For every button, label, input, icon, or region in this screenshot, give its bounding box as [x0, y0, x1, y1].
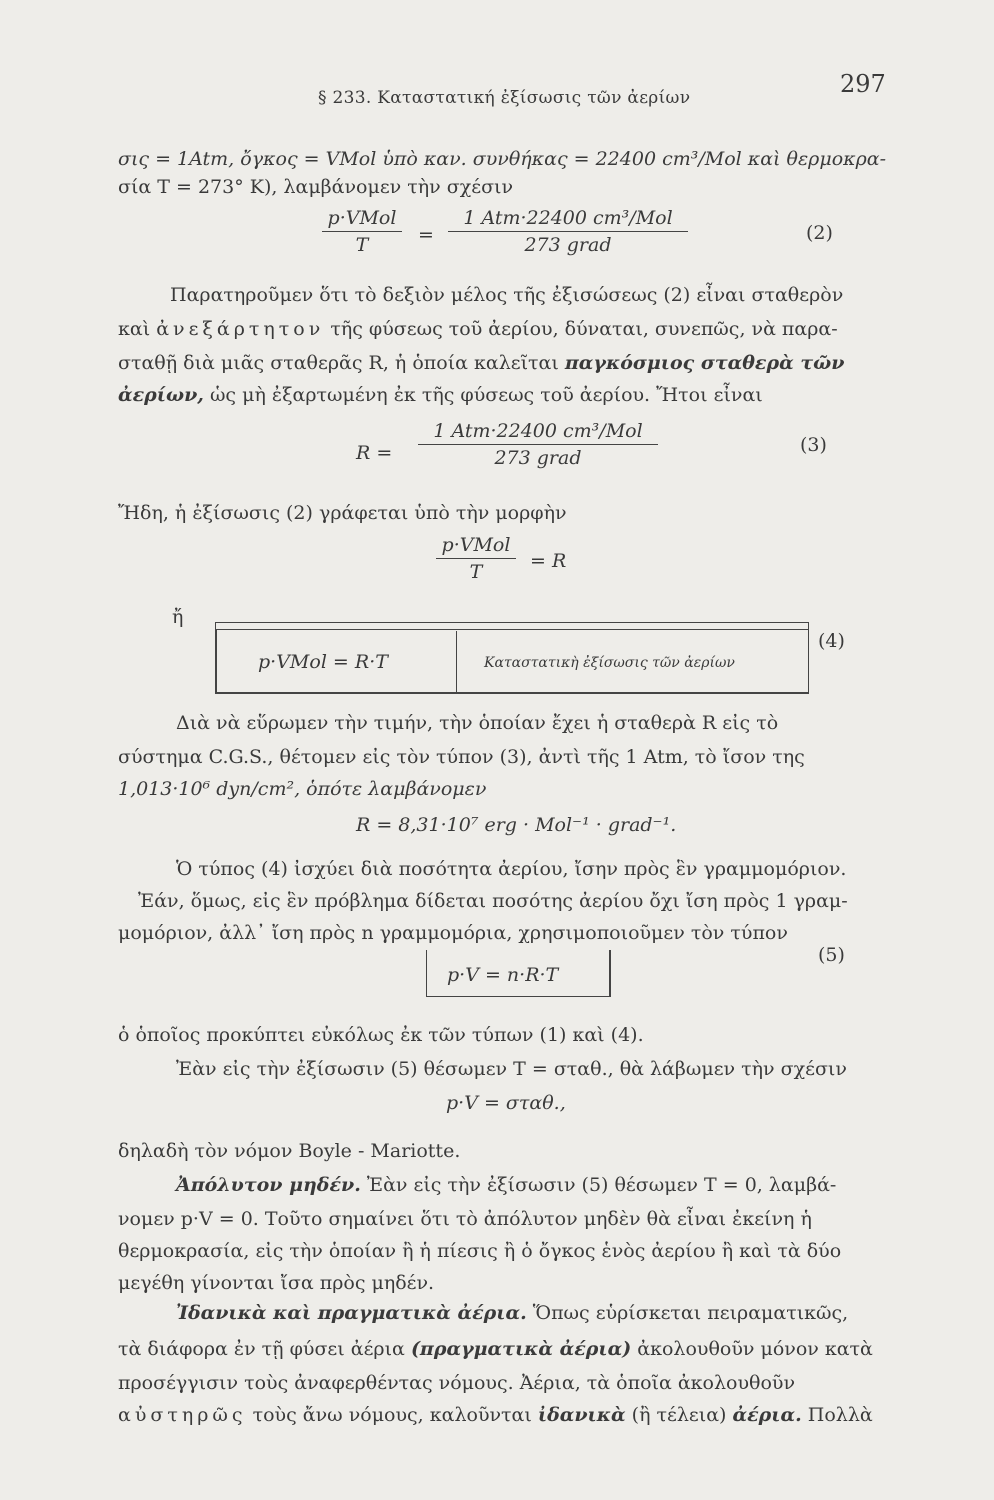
text-line: σία T = 273° K), λαμβάνομεν τὴν σχέσιν — [118, 176, 514, 198]
eq2-rhs-denominator: 273 grad — [524, 234, 612, 256]
page-number: 297 — [840, 70, 886, 98]
text-line: σις = 1Atm, ὄγκος = VMol ὑπὸ καν. συνθήκας = 22400 cm³/Mol καὶ θερμοκρα- — [118, 148, 887, 170]
text-line: Ὁ τύπος (4) ἰσχύει διὰ ποσότητα ἀερίου, ἴσην πρὸς ἓν γραμμομόριον. — [176, 858, 847, 880]
text-line: ἤ — [172, 606, 184, 628]
eqa-numerator: p·VMol — [436, 534, 516, 559]
eq4: p·VMol = R·T — [258, 651, 388, 673]
text-line: δηλαδὴ τὸν νόμον Boyle - Mariotte. — [118, 1140, 461, 1162]
text-line: προσέγγισιν τοὺς ἀναφερθέντας νόμους. Ἀέρια, τὰ ὁποῖα ἀκολουθοῦν — [118, 1372, 796, 1394]
eq3-fraction — [418, 420, 658, 469]
text-line: 1,013·10⁶ dyn/cm², ὁπότε λαμβάνομεν — [118, 778, 487, 800]
eq2-denominator: T — [355, 234, 369, 256]
eq5: p·V = n·R·T — [447, 964, 559, 986]
eq-R-value: R = 8,31·10⁷ erg · Mol⁻¹ · grad⁻¹. — [356, 814, 677, 836]
bold-term: ἰδανικὰ — [537, 1404, 626, 1426]
text-line: Παρατηροῦμεν ὅτι τὸ δεξιὸν μέλος τῆς ἐξισώσεως (2) εἶναι σταθερὸν — [170, 284, 844, 306]
text-line: ὁ ὁποῖος προκύπτει εὐκόλως ἐκ τῶν τύπων (1) καὶ (4). — [118, 1024, 644, 1046]
eqa-rhs: = R — [530, 550, 567, 572]
eq3-denominator: 273 grad — [494, 447, 582, 469]
text-line: θερμοκρασία, εἰς τὴν ὁποίαν ἢ ἡ πίεσις ἢ ὁ ὄγκος ἑνὸς ἀερίου ἢ καὶ τὰ δύο — [118, 1240, 842, 1262]
eq-pv-const: p·V = σταθ., — [446, 1092, 566, 1114]
bold-term: ἀέρια. — [732, 1404, 802, 1426]
eq2-equals: = — [418, 224, 434, 246]
eq3-lhs: R = — [356, 442, 393, 464]
eq2-numerator: p·VMol — [322, 207, 402, 232]
text-line: καὶ ἀνεξάρτητον τῆς φύσεως τοῦ ἀερίου, δύναται, συνεπῶς, νὰ παρα- — [118, 318, 838, 340]
equation-5-box — [426, 950, 611, 997]
text-line: Ἀπόλυτον μηδέν. Ἐὰν εἰς τὴν ἐξίσωσιν (5) θέσωμεν T = 0, λαμβά- — [176, 1174, 837, 1196]
eqa-denominator: T — [469, 561, 483, 583]
text-line: Ἐὰν εἰς τὴν ἐξίσωσιν (5) θέσωμεν T = σταθ., θὰ λάβωμεν τὴν σχέσιν — [176, 1058, 847, 1080]
bold-term: Ἀπόλυτον μηδέν. — [176, 1174, 361, 1196]
eq2-rhs-fraction — [448, 207, 688, 256]
equation-4-box — [215, 622, 809, 694]
box-divider — [456, 631, 457, 693]
text-line: αὐστηρῶς τοὺς ἄνω νόμους, καλοῦνται ἰδανικὰ (ἢ τέλεια) ἀέρια. Πολλὰ — [118, 1404, 873, 1426]
spaced-emphasis: ἀνεξάρτητον — [156, 318, 325, 340]
text-line: Ἤδη, ἡ ἐξίσωσις (2) γράφεται ὑπὸ τὴν μορφὴν — [118, 502, 567, 524]
eq2-lhs-fraction — [322, 207, 402, 256]
eq2-number: (2) — [806, 222, 833, 244]
running-title: § 233. Καταστατική ἐξίσωσις τῶν ἀερίων — [318, 88, 691, 108]
eq4-label: Καταστατικὴ ἐξίσωσις τῶν ἀερίων — [484, 655, 735, 671]
text-line: νομεν p·V = 0. Τοῦτο σημαίνει ὅτι τὸ ἀπόλυτον μηδὲν θὰ εἶναι ἐκείνη ἡ — [118, 1208, 812, 1230]
bold-term: παγκόσμιος σταθερὰ τῶν — [564, 352, 845, 374]
text-line: σταθῇ διὰ μιᾶς σταθερᾶς R, ἡ ὁποία καλεῖται παγκόσμιος σταθερὰ τῶν — [118, 352, 845, 374]
text-line: Ἐάν, ὅμως, εἰς ἓν πρόβλημα δίδεται ποσότης ἀερίου ὄχι ἴση πρὸς 1 γραμ- — [138, 890, 848, 912]
text-line: σύστημα C.G.S., θέτομεν εἰς τὸν τύπον (3), ἀντὶ τῆς 1 Atm, τὸ ἴσον της — [118, 746, 805, 768]
text-line: μομόριον, ἀλλ᾽ ἴση πρὸς n γραμμομόρια, χρησιμοποιοῦμεν τὸν τύπον — [118, 922, 788, 944]
text-line: Διὰ νὰ εὕρωμεν τὴν τιμήν, τὴν ὁποίαν ἔχει ἡ σταθερὰ R εἰς τὸ — [176, 712, 779, 734]
eq2-rhs-numerator: 1 Atm·22400 cm³/Mol — [448, 207, 688, 232]
bold-term: ἀερίων, — [118, 384, 204, 406]
bold-term: Ἰδανικὰ καὶ πραγματικὰ ἀέρια. — [176, 1302, 527, 1324]
text-line: ἀερίων, ὡς μὴ ἐξαρτωμένη ἐκ τῆς φύσεως τοῦ ἀερίου. Ἤτοι εἶναι — [118, 384, 763, 406]
eq3-number: (3) — [800, 434, 827, 456]
text-line: Ἰδανικὰ καὶ πραγματικὰ ἀέρια. Ὅπως εὑρίσκεται πειραματικῶς, — [176, 1302, 849, 1324]
eqa-fraction — [436, 534, 516, 583]
spaced-emphasis: αὐστηρῶς — [118, 1404, 247, 1426]
text-line: μεγέθη γίνονται ἴσα πρὸς μηδέν. — [118, 1272, 435, 1294]
bold-term: (πραγματικὰ ἀέρια) — [410, 1338, 632, 1360]
eq3-numerator: 1 Atm·22400 cm³/Mol — [418, 420, 658, 445]
text-line: τὰ διάφορα ἐν τῇ φύσει ἀέρια (πραγματικὰ ἀέρια) ἀκολουθοῦν μόνον κατὰ — [118, 1338, 873, 1360]
eq4-number: (4) — [818, 630, 845, 652]
eq5-number: (5) — [818, 944, 845, 966]
